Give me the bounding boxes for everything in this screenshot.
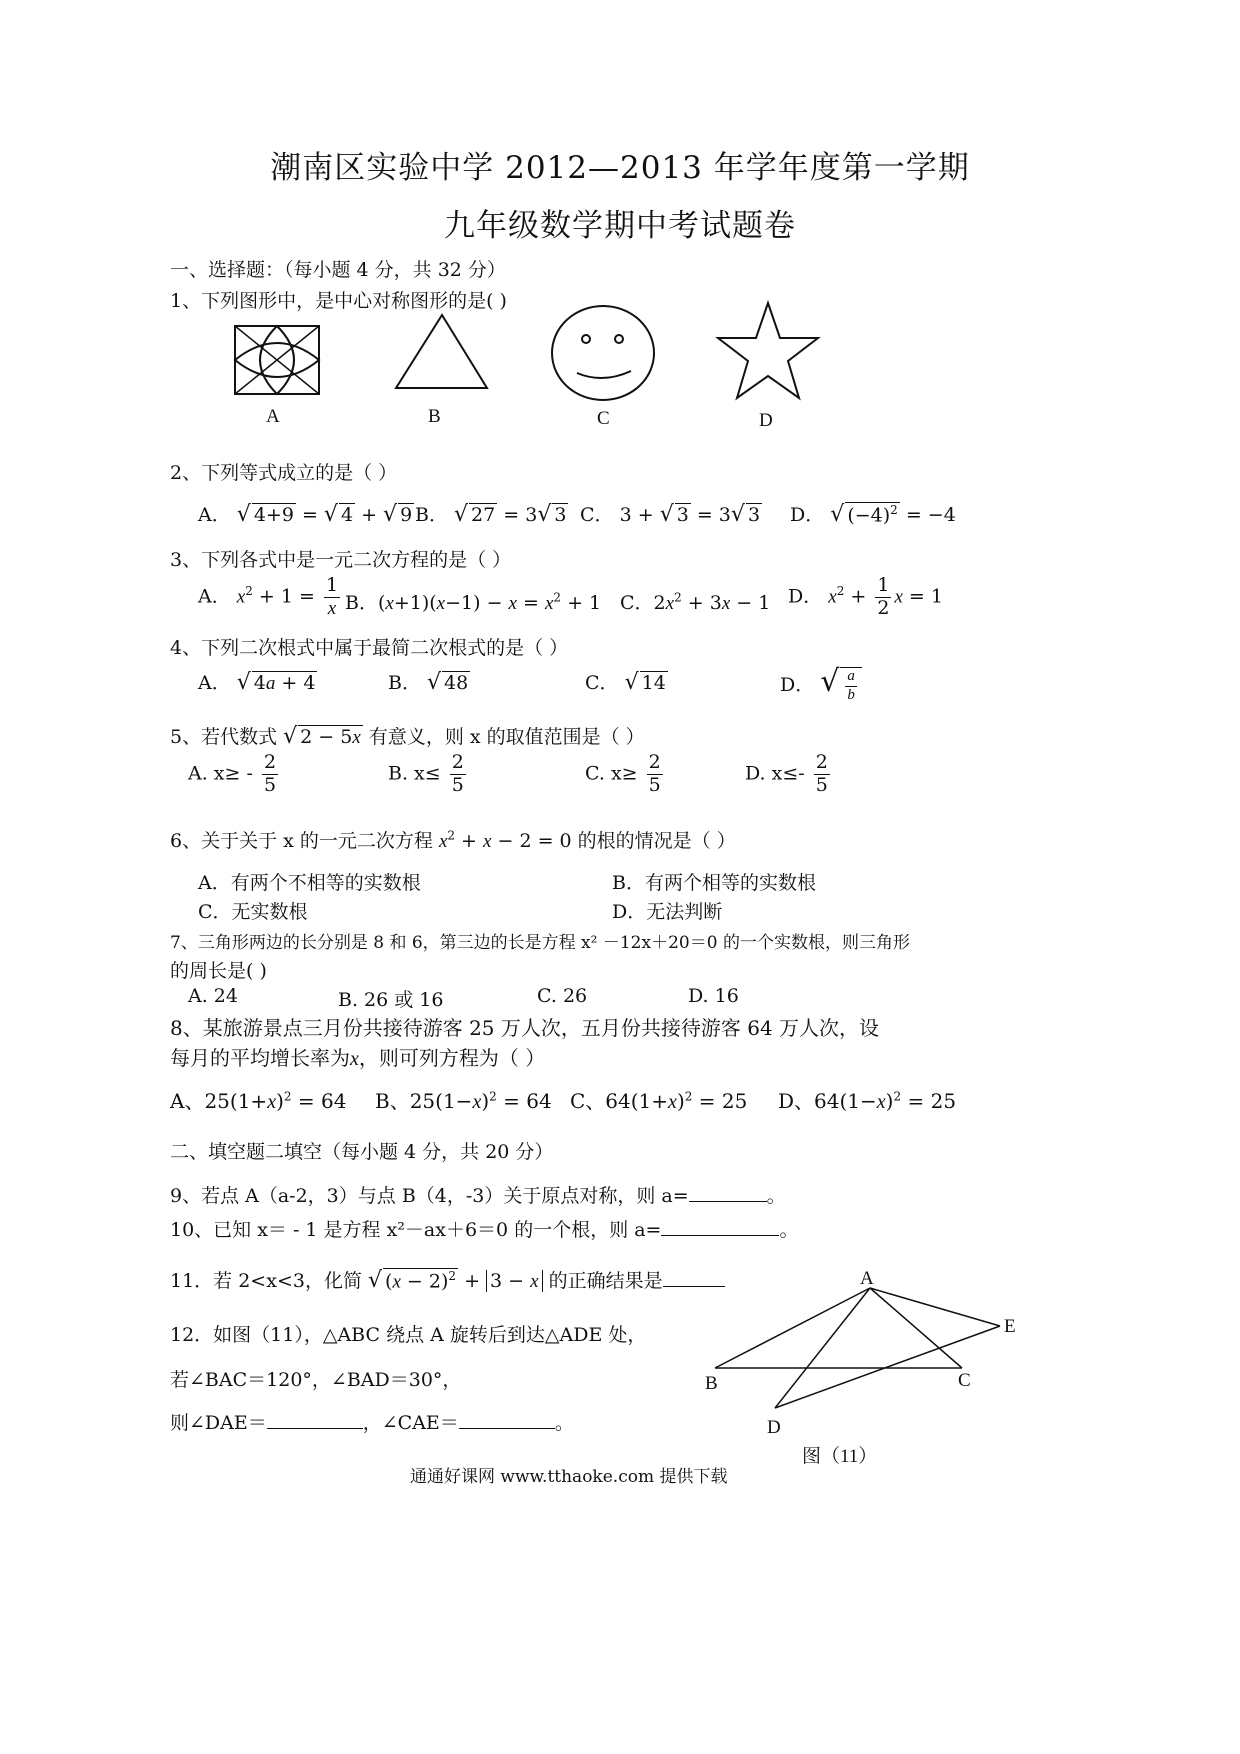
q5-stem: 5、若代数式 √ 2 − 5x 有意义，则 x 的取值范围是（ ） — [170, 724, 645, 749]
figure-c-label: C — [597, 408, 610, 429]
q10-text: 10、已知 x＝ - 1 是方程 x²－ax＋6＝0 的一个根，则 a= — [170, 1219, 662, 1241]
q8-stem-line1: 8、某旅游景点三月份共接待游客 25 万人次，五月份共接待游客 64 万人次，设 — [170, 1016, 880, 1040]
q2-option-a: A． √ 4+9 = √ 4 + √ 9 — [198, 502, 413, 527]
q8-stem-pre: 每月的平均增长率为 — [170, 1046, 350, 1070]
q2-option-b: B． √ 27 = 3√ 3 — [415, 502, 567, 527]
q6-stem-post: 的根的情况是（ ） — [577, 830, 736, 852]
figure-b-triangle — [396, 315, 487, 388]
q8-option-d: D、$64(1-x)^2 = 25$ — [778, 1089, 957, 1113]
option-letter: A． — [198, 504, 231, 526]
footer-text: 通通好课网 www.tthaoke.com 提供下载 — [410, 1467, 728, 1487]
q3-stem: 3、下列各式中是一元二次方程的是（ ） — [170, 549, 512, 571]
q11: 11．若 2<x<3，化简 √ $(x - 2)^2 + 3 - x$ 的正确结果是 — [170, 1266, 725, 1293]
q5-option-b: B. x≤ $\frac{2}{5}$ — [388, 751, 464, 796]
q5-stem-pre: 5、若代数式 — [170, 726, 278, 748]
q2-option-c: C． 3 + √ 3 = 3√ 3 — [580, 502, 761, 527]
q3-option-a: A． $x^2 + 1$ = $\frac{1}{x}$ — [198, 574, 339, 619]
q1-figures — [220, 298, 840, 438]
q4-option-c: C． √ 14 — [585, 670, 666, 695]
q6-option-b: B．有两个相等的实数根 — [612, 872, 816, 894]
q12-dae-label: 则∠DAE＝ — [170, 1412, 267, 1434]
figure-caption: 图（11） — [802, 1446, 878, 1467]
q5-option-d: D. x≤- $\frac{2}{5}$ — [745, 751, 828, 796]
q12-cae-label: ，∠CAE＝ — [362, 1412, 459, 1434]
q8-option-a: A、$25(1+x)^2 = 64$ — [170, 1089, 347, 1113]
q9 — [170, 1181, 786, 1208]
q3-option-c: C．$2x^2 + 3x - 1$ — [620, 590, 771, 614]
q7-option-d: D. 16 — [688, 985, 739, 1007]
q4-option-d: D． √ $\frac{a}{b}$ — [780, 664, 862, 704]
q1-stem: 1、下列图形中，是中心对称图形的是( ) — [170, 290, 507, 312]
q7-option-a: A. 24 — [188, 985, 238, 1007]
option-letter: B． — [415, 504, 448, 526]
q10 — [170, 1215, 799, 1242]
q4-stem: 4、下列二次根式中属于最简二次根式的是（ ） — [170, 637, 569, 659]
q8-stem-line2: 每月的平均增长率为x，则可列方程为（ ） — [170, 1046, 546, 1070]
q12-cae-blank[interactable] — [459, 1428, 555, 1429]
exam-title-line1: 潮南区实验中学 2012—2013 年学年度第一学期 — [270, 150, 970, 186]
segment-ae — [870, 1288, 1000, 1326]
q8-option-c: C、$64(1+x)^2 = 25$ — [570, 1089, 748, 1113]
q12-line3 — [170, 1408, 574, 1435]
q12-end: 。 — [554, 1412, 574, 1434]
point-e-label: E — [1004, 1316, 1016, 1337]
q9-end: 。 — [766, 1185, 786, 1207]
exam-title-line2: 九年级数学期中考试题卷 — [444, 208, 796, 244]
figure-d-label: D — [759, 410, 773, 431]
point-c-label: C — [958, 1370, 971, 1391]
q8-option-b: B、$25(1-x)^2 = 64$ — [375, 1089, 552, 1113]
q2-option-d: D． √ $(-4)^2 = -4$ — [790, 502, 956, 527]
q11-text-post: 的正确结果是 — [548, 1270, 663, 1292]
q12-line2: 若∠BAC＝120°，∠BAD＝30°， — [170, 1369, 462, 1391]
point-d-label: D — [767, 1417, 781, 1438]
q5-stem-post: 有意义，则 x 的取值范围是（ ） — [368, 726, 645, 748]
q4-option-b: B． √ 48 — [388, 670, 469, 695]
q3-option-d: D． $x^2$ + $\frac{1}{2}$ x = 1 — [788, 574, 943, 619]
figure-b-label: B — [428, 406, 441, 427]
q7-option-c: C. 26 — [537, 985, 588, 1007]
segment-ab — [715, 1288, 870, 1368]
q11-text: 11．若 2<x<3，化简 — [170, 1270, 362, 1292]
figure-c-smiley — [552, 306, 654, 400]
q12-line1: 12．如图（11），△ABC 绕点 A 旋转后到达△ADE 处， — [170, 1324, 647, 1346]
q6-option-d: D．无法判断 — [612, 901, 723, 923]
figure-a-label: A — [266, 406, 280, 427]
q5-option-c: C. x≥ $\frac{2}{5}$ — [585, 751, 661, 796]
q5-option-a: A. x≥ - $\frac{2}{5}$ — [188, 751, 277, 796]
q6-stem: 6、关于关于 x 的一元二次方程 $x^2 + x - 2 = 0$ 的根的情况是（ ） — [170, 828, 736, 852]
q10-end: 。 — [779, 1219, 799, 1241]
q3-option-b: B．$(x+1)(x-1) - x = x^2 + 1$ — [345, 590, 602, 614]
q7-stem-line2: 的周长是( ) — [170, 960, 267, 982]
q2-stem: 2、下列等式成立的是（ ） — [170, 462, 398, 484]
q4-option-a: A． √ 4a + 4 — [198, 670, 316, 695]
figure-d-star — [718, 303, 818, 398]
point-b-label: B — [705, 1373, 718, 1394]
figure-a-square-petals — [235, 326, 319, 394]
segment-de — [775, 1326, 1000, 1408]
q6-option-a: A．有两个不相等的实数根 — [198, 872, 421, 894]
point-a-label: A — [860, 1268, 874, 1289]
q7-stem-line1: 7、三角形两边的长分别是 8 和 6，第三边的长是方程 x² －12x＋20＝0 的一个实数根，则三角形 — [170, 933, 910, 953]
q7-option-b: B. 26 或 16 — [338, 989, 444, 1011]
option-letter: D． — [790, 504, 825, 526]
q9-answer-blank[interactable] — [689, 1201, 767, 1202]
section1-heading: 一、选择题：（每小题 4 分，共 32 分） — [170, 259, 506, 281]
section2-heading: 二、填空题二填空（每小题 4 分，共 20 分） — [170, 1141, 554, 1163]
figure-11 — [690, 1260, 1040, 1480]
q12-dae-blank[interactable] — [267, 1428, 363, 1429]
q8-stem-post: ，则可列方程为（ ） — [358, 1046, 546, 1070]
q6-option-c: C．无实数根 — [198, 901, 308, 923]
q6-stem-pre: 6、关于关于 x 的一元二次方程 — [170, 830, 433, 852]
option-letter: C． — [580, 504, 614, 526]
q9-text: 9、若点 A（a-2，3）与点 B（4，-3）关于原点对称，则 a= — [170, 1185, 689, 1207]
q10-answer-blank[interactable] — [661, 1235, 779, 1236]
